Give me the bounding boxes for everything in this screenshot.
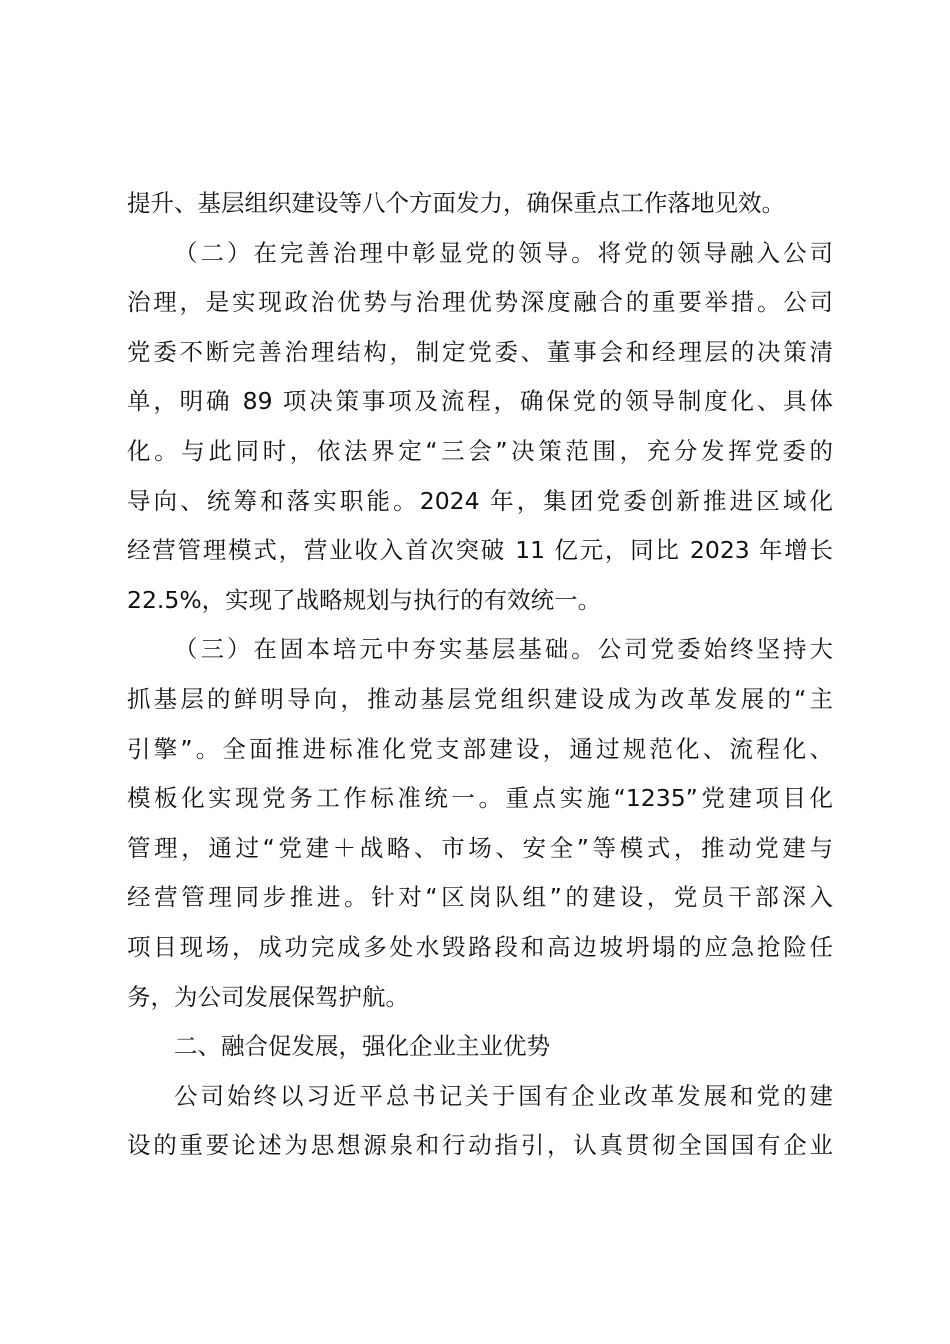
text-line: 22.5%，实现了战略规划与执行的有效统一。 bbox=[127, 585, 602, 614]
text-line: 提升、基层组织建设等八个方面发力，确保重点工作落地见效。 bbox=[127, 189, 785, 217]
text-line: 经营管理模式，营业收入首次突破 11 亿元，同比 2023 年增长 bbox=[127, 536, 833, 565]
text-line: 单，明确 89 项决策事项及流程，确保党的领导制度化、具体 bbox=[127, 387, 833, 416]
text-line: 经营管理同步推进。针对“区岗队组”的建设，党员干部深入 bbox=[127, 883, 833, 912]
text-line: 党委不断完善治理结构，制定党委、董事会和经理层的决策清 bbox=[127, 337, 833, 366]
text-line: 项目现场，成功完成多处水毁路段和高边坡坍塌的应急抢险任 bbox=[127, 932, 833, 961]
paragraph-heading-3: （三）在固本培元中夯实基层基础。公司党委始终坚持大 bbox=[174, 635, 833, 664]
text-line: 治理，是实现政治优势与治理优势深度融合的重要举措。公司 bbox=[127, 288, 833, 317]
text-line: 务，为公司发展保驾护航。 bbox=[127, 982, 409, 1011]
paragraph-start: 公司始终以习近平总书记关于国有企业改革发展和党的建 bbox=[174, 1081, 833, 1110]
section-heading: 二、融合促发展，强化企业主业优势 bbox=[174, 1032, 550, 1061]
text-line: 管理，通过“党建＋战略、市场、安全”等模式，推动党建与 bbox=[127, 833, 833, 862]
paragraph-heading-2: （二）在完善治理中彰显党的领导。将党的领导融入公司 bbox=[174, 238, 833, 267]
text-line: 抓基层的鲜明导向，推动基层党组织建设成为改革发展的“主 bbox=[127, 684, 833, 713]
text-line: 模板化实现党务工作标准统一。重点实施“1235”党建项目化 bbox=[127, 784, 833, 813]
text-line: 导向、统筹和落实职能。2024 年，集团党委创新推进区域化 bbox=[127, 486, 833, 515]
text-line: 化。与此同时，依法界定“三会”决策范围，充分发挥党委的 bbox=[127, 436, 833, 465]
document-body bbox=[127, 179, 833, 1171]
text-line: 设的重要论述为思想源泉和行动指引，认真贯彻全国国有企业 bbox=[127, 1131, 833, 1160]
text-line: 引擎”。全面推进标准化党支部建设，通过规范化、流程化、 bbox=[127, 734, 833, 763]
